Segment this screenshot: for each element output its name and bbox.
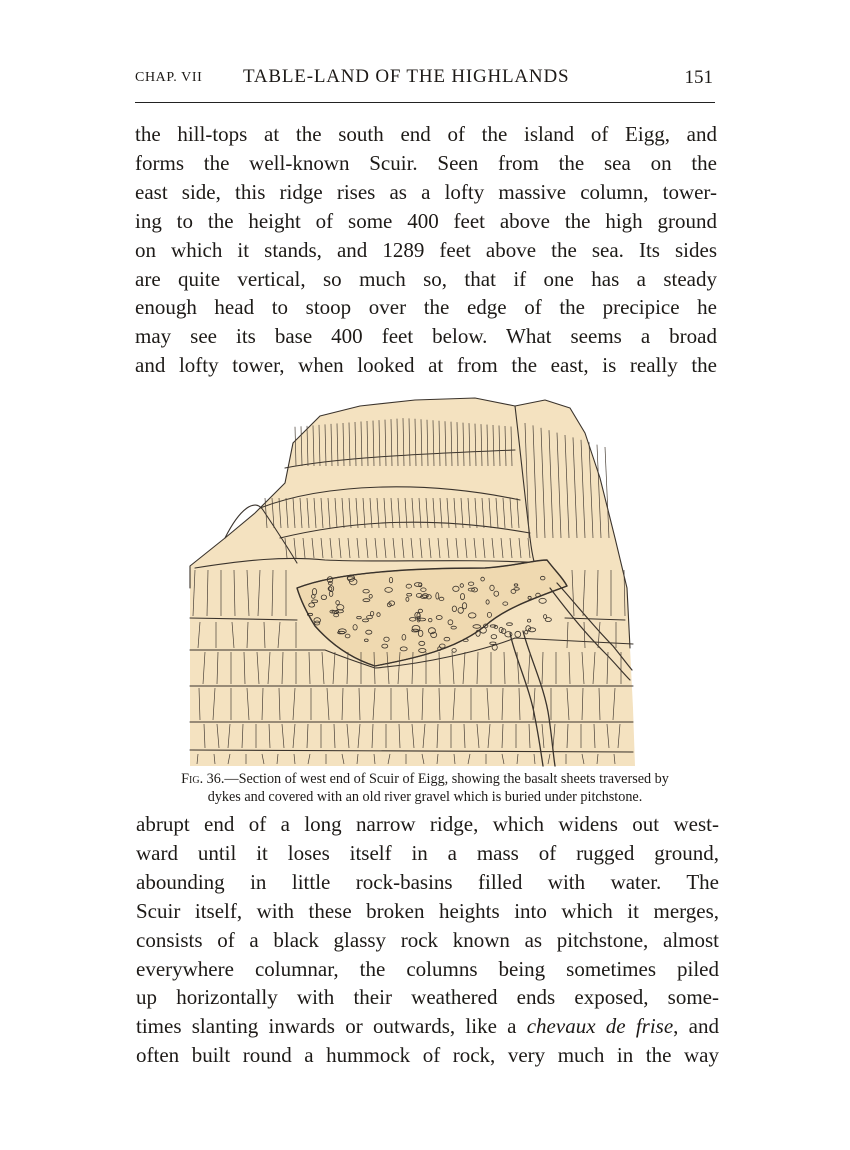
text-line: abounding in little rock-basins filled with water. The	[136, 869, 719, 894]
caption-text-1: —Section of west end of Scuir of Eigg, showing the basalt sheets traversed by	[224, 771, 669, 787]
running-header	[135, 64, 715, 94]
chapter-label: CHAP. VII	[135, 70, 203, 85]
text-line-with-italic	[136, 1012, 719, 1041]
text-line: ing to the height of some 400 feet above the high ground	[135, 208, 717, 233]
paragraph-before-figure	[135, 120, 717, 380]
page-number: 151	[684, 67, 713, 88]
text-line: enough head to stoop over the edge of the precipice he	[135, 295, 717, 320]
text-line: abrupt end of a long narrow ridge, which widens out west-	[136, 812, 719, 836]
text-line: Scuir itself, with these broken heights into which it merges,	[136, 898, 719, 923]
caption-text-2: dykes and covered with an old river gravel which is buried under pitchstone.	[207, 789, 643, 805]
text-line: may see its base 400 feet below. What seems a broad	[135, 324, 717, 349]
text-line: the hill-tops at the south end of the island of Eigg, and	[135, 122, 717, 146]
text-line: are quite vertical, so much so, that if one has a steady	[135, 266, 717, 291]
text-line: forms the well-known Scuir. Seen from the sea on the	[135, 150, 717, 175]
text-line: consists of a black glassy rock known as pitchstone, almost	[136, 927, 719, 952]
paragraph-after-figure	[136, 810, 719, 1070]
text-line: on which it stands, and 1289 feet above the sea. Its sides	[135, 237, 717, 262]
text-line: often built round a hummock of rock, very much in the way	[136, 1043, 719, 1068]
italic-phrase: chevaux de frise	[526, 1014, 674, 1039]
text-line: east side, this ridge rises as a lofty massive column, tower-	[135, 179, 717, 204]
header-rule	[135, 102, 715, 103]
text-line: up horizontally with their weathered ends exposed, some-	[136, 985, 719, 1010]
text-fragment: times slanting inwards or outwards, like a	[136, 1014, 527, 1039]
figure-label: Fig. 36.	[181, 771, 225, 787]
text-fragment: , and	[673, 1014, 719, 1039]
scuir-section-illustration	[185, 388, 645, 768]
figure-caption	[120, 770, 730, 806]
text-line: ward until it loses itself in a mass of rugged ground,	[136, 840, 719, 865]
running-title: TABLE-LAND OF THE HIGHLANDS	[243, 66, 570, 87]
text-line: and lofty tower, when looked at from the east, is really the	[135, 353, 717, 378]
text-line: everywhere columnar, the columns being sometimes piled	[136, 956, 719, 981]
